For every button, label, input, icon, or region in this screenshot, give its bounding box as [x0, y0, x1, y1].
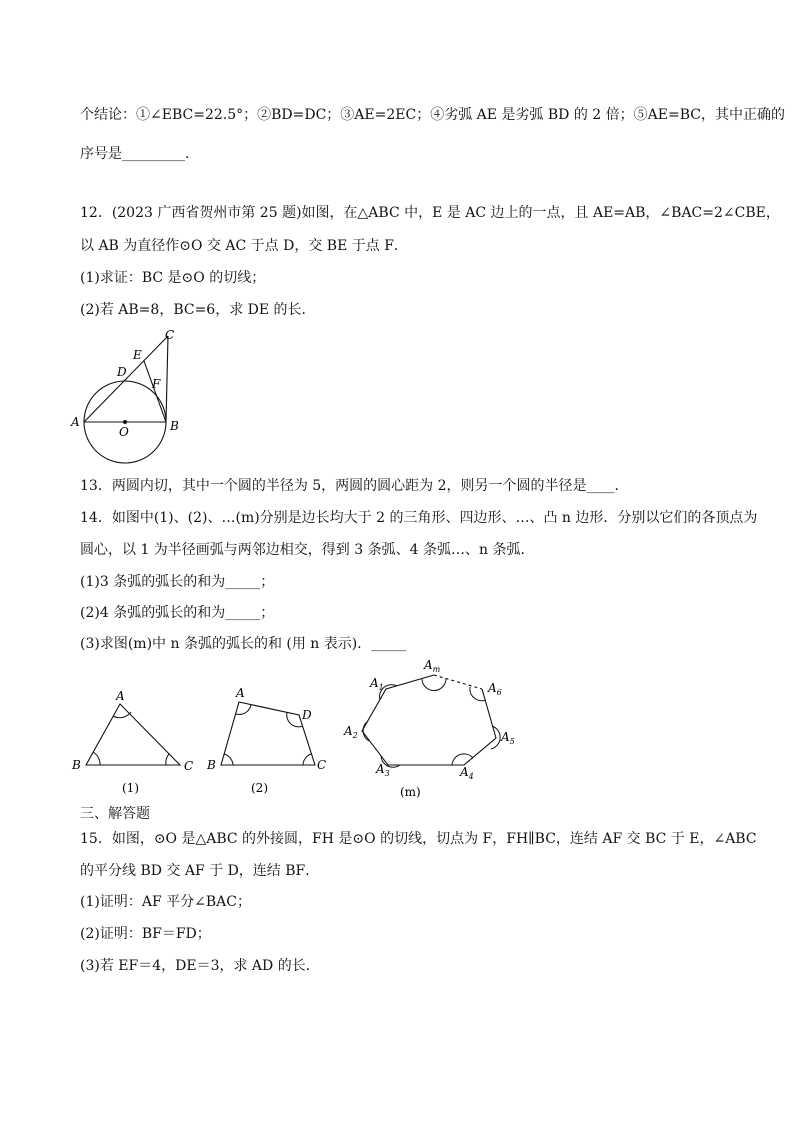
label-b: B: [170, 419, 179, 433]
arc-c: [166, 754, 169, 765]
arc-b: [224, 754, 233, 765]
q15-line-1: 15．如图，⊙O 是△ABC 的外接圆，FH 是⊙O 的切线，切点为 F，FH∥BC，连结 AF 交 BC 于 E，∠ABC: [80, 831, 757, 847]
label-d: D: [302, 708, 312, 722]
q14-figure-2: [203, 685, 338, 800]
label-f: F: [152, 377, 161, 391]
q12-line-1: 12．(2023 广西省贺州市第 25 题)如图，在△ABC 中，E 是 AC 边上的一点，且 AE=AB，∠BAC=2∠CBE，: [80, 205, 780, 221]
label-a3: $A_3$: [376, 762, 390, 778]
q14-line-1: 14．如图中(1)、(2)、…(m)分别是边长均大于 2 的三角形、四边形、…、凸 n 边形．分别以它们的各顶点为: [80, 510, 758, 526]
q14-line-2: 圆心，以 1 为半径画弧与两邻边相交，得到 3 条弧、4 条弧…、n 条弧．: [80, 542, 535, 558]
label-a2: $A_2$: [344, 724, 358, 740]
triangle-abc: [86, 704, 180, 765]
caption-2: (2): [251, 781, 268, 795]
q14-part-3: (3)求图(m)中 n 条弧的弧长的和 (用 n 表示)．_____: [80, 636, 407, 652]
label-c: C: [165, 328, 175, 342]
q11-line-2: 序号是_________．: [80, 146, 199, 162]
label-a4: $A_4$: [460, 765, 474, 781]
q12-line-2: 以 AB 为直径作⊙O 交 AC 于点 D，交 BE 于点 F．: [80, 238, 408, 254]
label-a: A: [236, 686, 245, 700]
label-o: O: [119, 425, 129, 439]
q13-line-1: 13．两圆内切，其中一个圆的半径为 5，两圆的圆心距为 2，则另一个圆的半径是____．: [80, 478, 629, 494]
label-a: A: [116, 690, 125, 703]
q14-figure-1: [68, 690, 203, 800]
label-e: E: [133, 348, 142, 362]
label-a1: $A_1$: [370, 676, 384, 692]
q14-figure-m: [340, 655, 530, 803]
quadrilateral-abcd: [221, 702, 315, 765]
label-b: B: [72, 758, 81, 772]
label-c: C: [184, 759, 194, 773]
label-am: $A_m$: [424, 658, 441, 674]
q15-part-2: (2)证明：BF＝FD；: [80, 926, 211, 942]
arc-c: [303, 754, 311, 765]
q11-line-1: 个结论：①∠EBC=22.5°；②BD=DC；③AE=2EC；④劣弧 AE 是劣弧 BD 的 2 倍；⑤AE=BC，其中正确的: [80, 107, 785, 123]
q14-part-2: (2)4 条弧的弧长的和为_____；: [80, 605, 275, 621]
arc-am: [422, 678, 446, 691]
label-c: C: [317, 758, 327, 772]
q12-figure: [68, 326, 193, 466]
label-a6: $A_6$: [488, 681, 502, 697]
section-3-title: 三、解答题: [80, 806, 150, 822]
q15-line-2: 的平分线 BD 交 AF 于 D，连结 BF．: [80, 863, 320, 879]
q12-part-2: (2)若 AB=8，BC=6，求 DE 的长．: [80, 302, 316, 318]
segment-be: [144, 361, 166, 422]
label-d: D: [117, 365, 127, 379]
q15-part-1: (1)证明：AF 平分∠BAC；: [80, 894, 251, 910]
segment-bc: [166, 336, 168, 422]
center-o-dot: [123, 420, 127, 424]
q15-part-3: (3)若 EF＝4，DE＝3，求 AD 的长．: [80, 958, 320, 974]
label-a: A: [71, 415, 80, 429]
label-b: B: [207, 758, 216, 772]
polygon-dashed-edge: [434, 675, 482, 689]
caption-m: (m): [400, 785, 421, 799]
q12-part-1: (1)求证：BC 是⊙O 的切线；: [80, 270, 266, 286]
q14-part-1: (1)3 条弧的弧长的和为_____；: [80, 574, 275, 590]
arc-b: [93, 752, 100, 765]
caption-1: (1): [122, 781, 139, 795]
label-a5: $A_5$: [501, 730, 515, 746]
